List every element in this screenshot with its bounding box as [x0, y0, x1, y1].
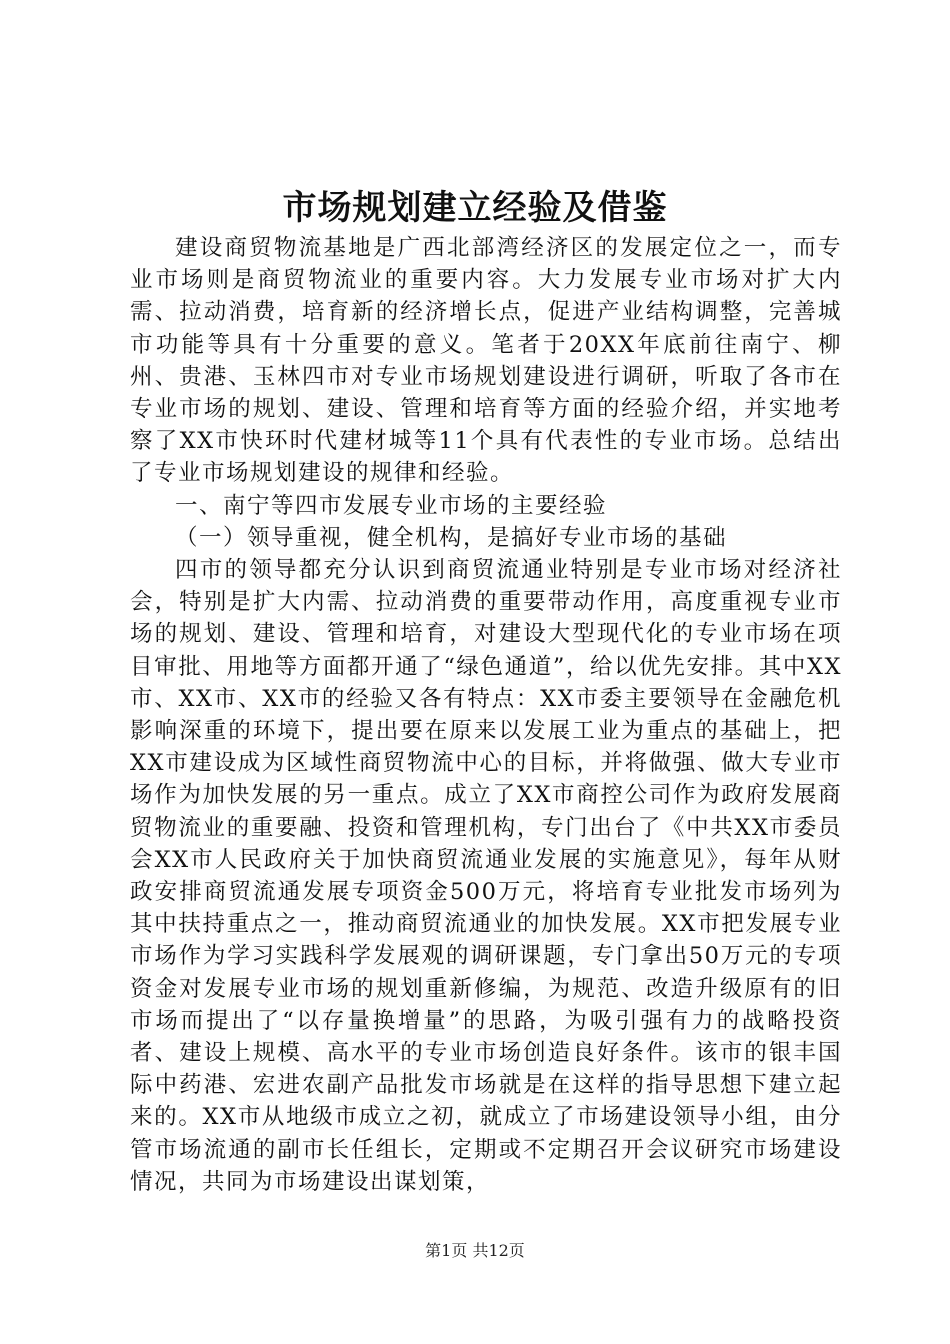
paragraph-intro: 建设商贸物流基地是广西北部湾经济区的发展定位之一，而专业市场则是商贸物流业的重要内容。大力发展专业市场对扩大内需、拉动消费，培育新的经济增长点，促进产业结构调整，完善城市功能等具有十分重要的意义。笔者于20XX年底前往南宁、柳州、贵港、玉林四市对专业市场规划建设进行调研，听取了各市在专业市场的规划、建设、管理和培育等方面的经验介绍，并实地考察了XX市快环时代建材城等11个具有代表性的专业市场。总结出了专业市场规划建设的规律和经验。 — [130, 235, 842, 487]
section-heading-1: 一、南宁等四市发展专业市场的主要经验 — [175, 492, 608, 519]
paragraph-section-1: 四市的领导都充分认识到商贸流通业特别是专业市场对经济社会，特别是扩大内需、拉动消费的重要带动作用，高度重视专业市场的规划、建设、管理和培育，对建设大型现代化的专业市场在项目审批、用地等方面都开通了“绿色通道”，给以优先安排。其中XX市、XX市、XX市的经验又各有特点：XX市委主要领导在金融危机影响深重的环境下，提出要在原来以发展工业为重点的基础上，把XX市建设成为区域性商贸物流中心的目标，并将做强、做大专业市场作为加快发展的另一重点。成立了XX市商控公司作为政府发展商贸物流业的重要融、投资和管理机构，专门出台了《中共XX市委员会XX市人民政府关于加快商贸流通业发展的实施意见》，每年从财政安排商贸流通发展专项资金500万元，将培育专业批发市场列为其中扶持重点之一，推动商贸流通业的加快发展。XX市把发展专业市场作为学习实践科学发展观的调研课题，专门拿出50万元的专项资金对发展专业市场的规划重新修编，为规范、改造升级原有的旧市场而提出了“以存量换增量”的思路，为吸引强有力的战略投资者、建设上规模、高水平的专业市场创造良好条件。该市的银丰国际中药港、宏进农副产品批发市场就是在这样的指导思想下建立起来的。XX市从地级市成立之初，就成立了市场建设领导小组，由分管市场流通的副市长任组长，定期或不定期召开会议研究市场建设情况，共同为市场建设出谋划策， — [130, 557, 842, 1195]
subsection-heading-1: （一）领导重视，健全机构，是搞好专业市场的基础 — [175, 524, 728, 551]
document-title: 市场规划建立经验及借鉴 — [282, 188, 668, 228]
document-body — [130, 232, 842, 1198]
page-number-footer: 第1页 共12页 — [425, 1241, 525, 1260]
